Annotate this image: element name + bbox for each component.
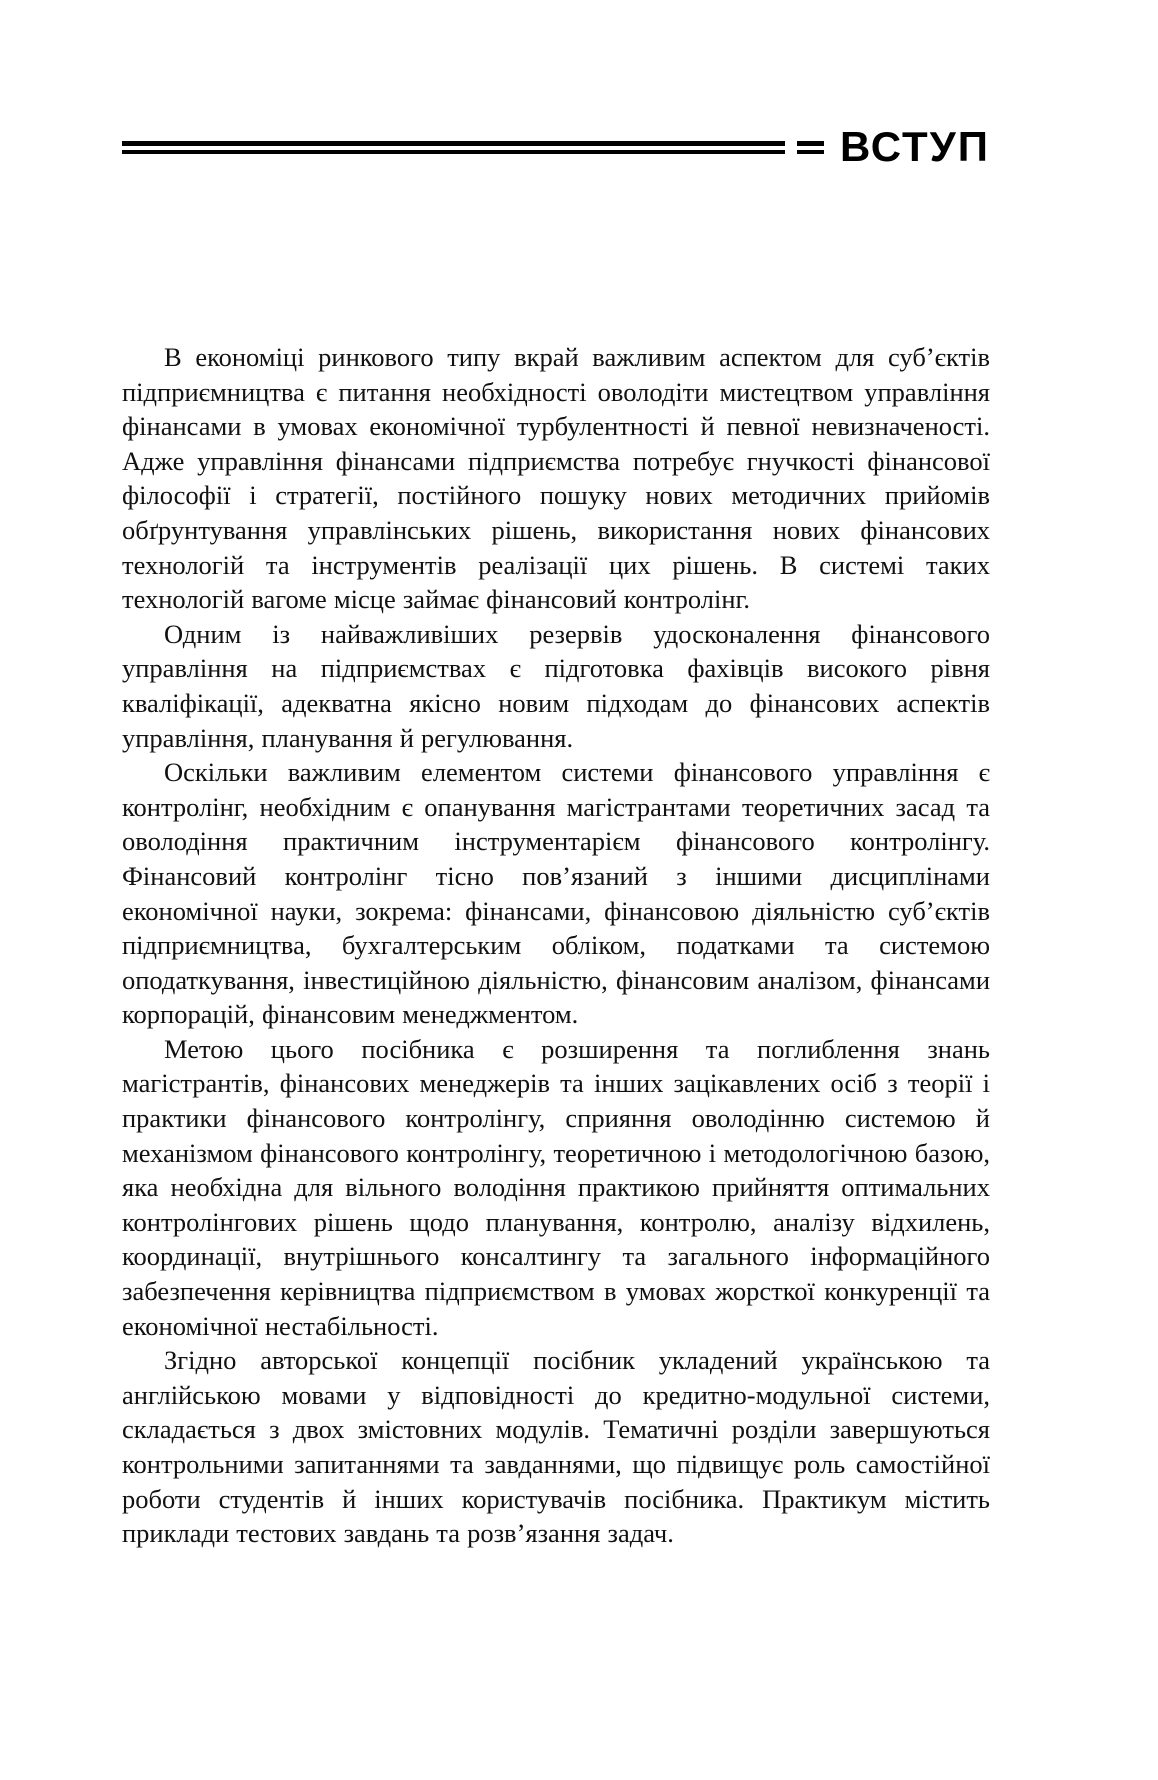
document-page (0, 123, 1158, 1780)
rule-bar (122, 150, 785, 154)
rule-bar (797, 141, 824, 146)
double-rule-long (122, 141, 785, 154)
paragraph: Оскільки важливим елементом системи фінансового управління є контролінг, необхідним є опанування магістрантами теоретичних засад та оволодіння практичним інструментарієм фінансового контролінгу. Фінансовий контролінг тісно пов’язаний з іншими дисциплінами економічної науки, зокрема: фінансами, фінансовою діяльністю суб’єктів підприємництва, бухгалтерським обліком, податками та системою оподаткування, інвестиційною діяльністю, фінансовим аналізом, фінансами корпорацій, фінансовим менеджментом. (122, 757, 990, 1030)
paragraph: В економіці ринкового типу вкрай важливим аспектом для суб’єктів підприємництва є питання необхідності оволодіти мистецтвом управління фінансами в умовах економічної турбулентності й певної невизначеності. Адже управління фінансами підприємства потребує гнучкості фінансової філософії і стратегії, постійного пошуку нових методичних прийомів обґрунтування управлінських рішень, використання нових фінансових технологій та інструментів реалізації цих рішень. В системі таких технологій вагоме місце займає фінансовий контролінг. (122, 342, 990, 615)
paragraph: Одним із найважливіших резервів удосконалення фінансового управління на підприємствах є підготовка фахівців високого рівня кваліфікації, адекватна якісно новим підходам до фінансових аспектів управління, планування й регулювання. (122, 618, 990, 753)
paragraph: Згідно авторської концепції посібник укладений українською та англійською мовами у відповідності до кредитно-модульної системи, складається з двох змістовних модулів. Тематичні розділи завершуються контрольними запитаннями та завданнями, що підвищує роль самостійної роботи студентів й інших користувачів посібника. Практикум містить приклади тестових завдань та розв’язання задач. (122, 1345, 990, 1549)
double-rule-short (797, 141, 824, 154)
chapter-header (122, 123, 990, 170)
rule-bar (122, 141, 785, 146)
paragraph: Метою цього посібника є розширення та поглиблення знань магістрантів, фінансових менеджерів та інших зацікавлених осіб з теорії і практики фінансового контролінгу, сприяння оволодінню системою й механізмом фінансового контролінгу, теоретичною і методологічною базою, яка необхідна для вільного володіння практикою прийняття оптимальних контролінгових рішень щодо планування, контролю, аналізу відхилень, координації, внутрішнього консалтингу та загального інформаційного забезпечення керівництва підприємством в умовах жорсткої конкуренції та економічної нестабільності. (122, 1033, 990, 1341)
chapter-title: ВСТУП (840, 123, 990, 170)
rule-bar (797, 150, 824, 154)
body-text (122, 340, 990, 1551)
